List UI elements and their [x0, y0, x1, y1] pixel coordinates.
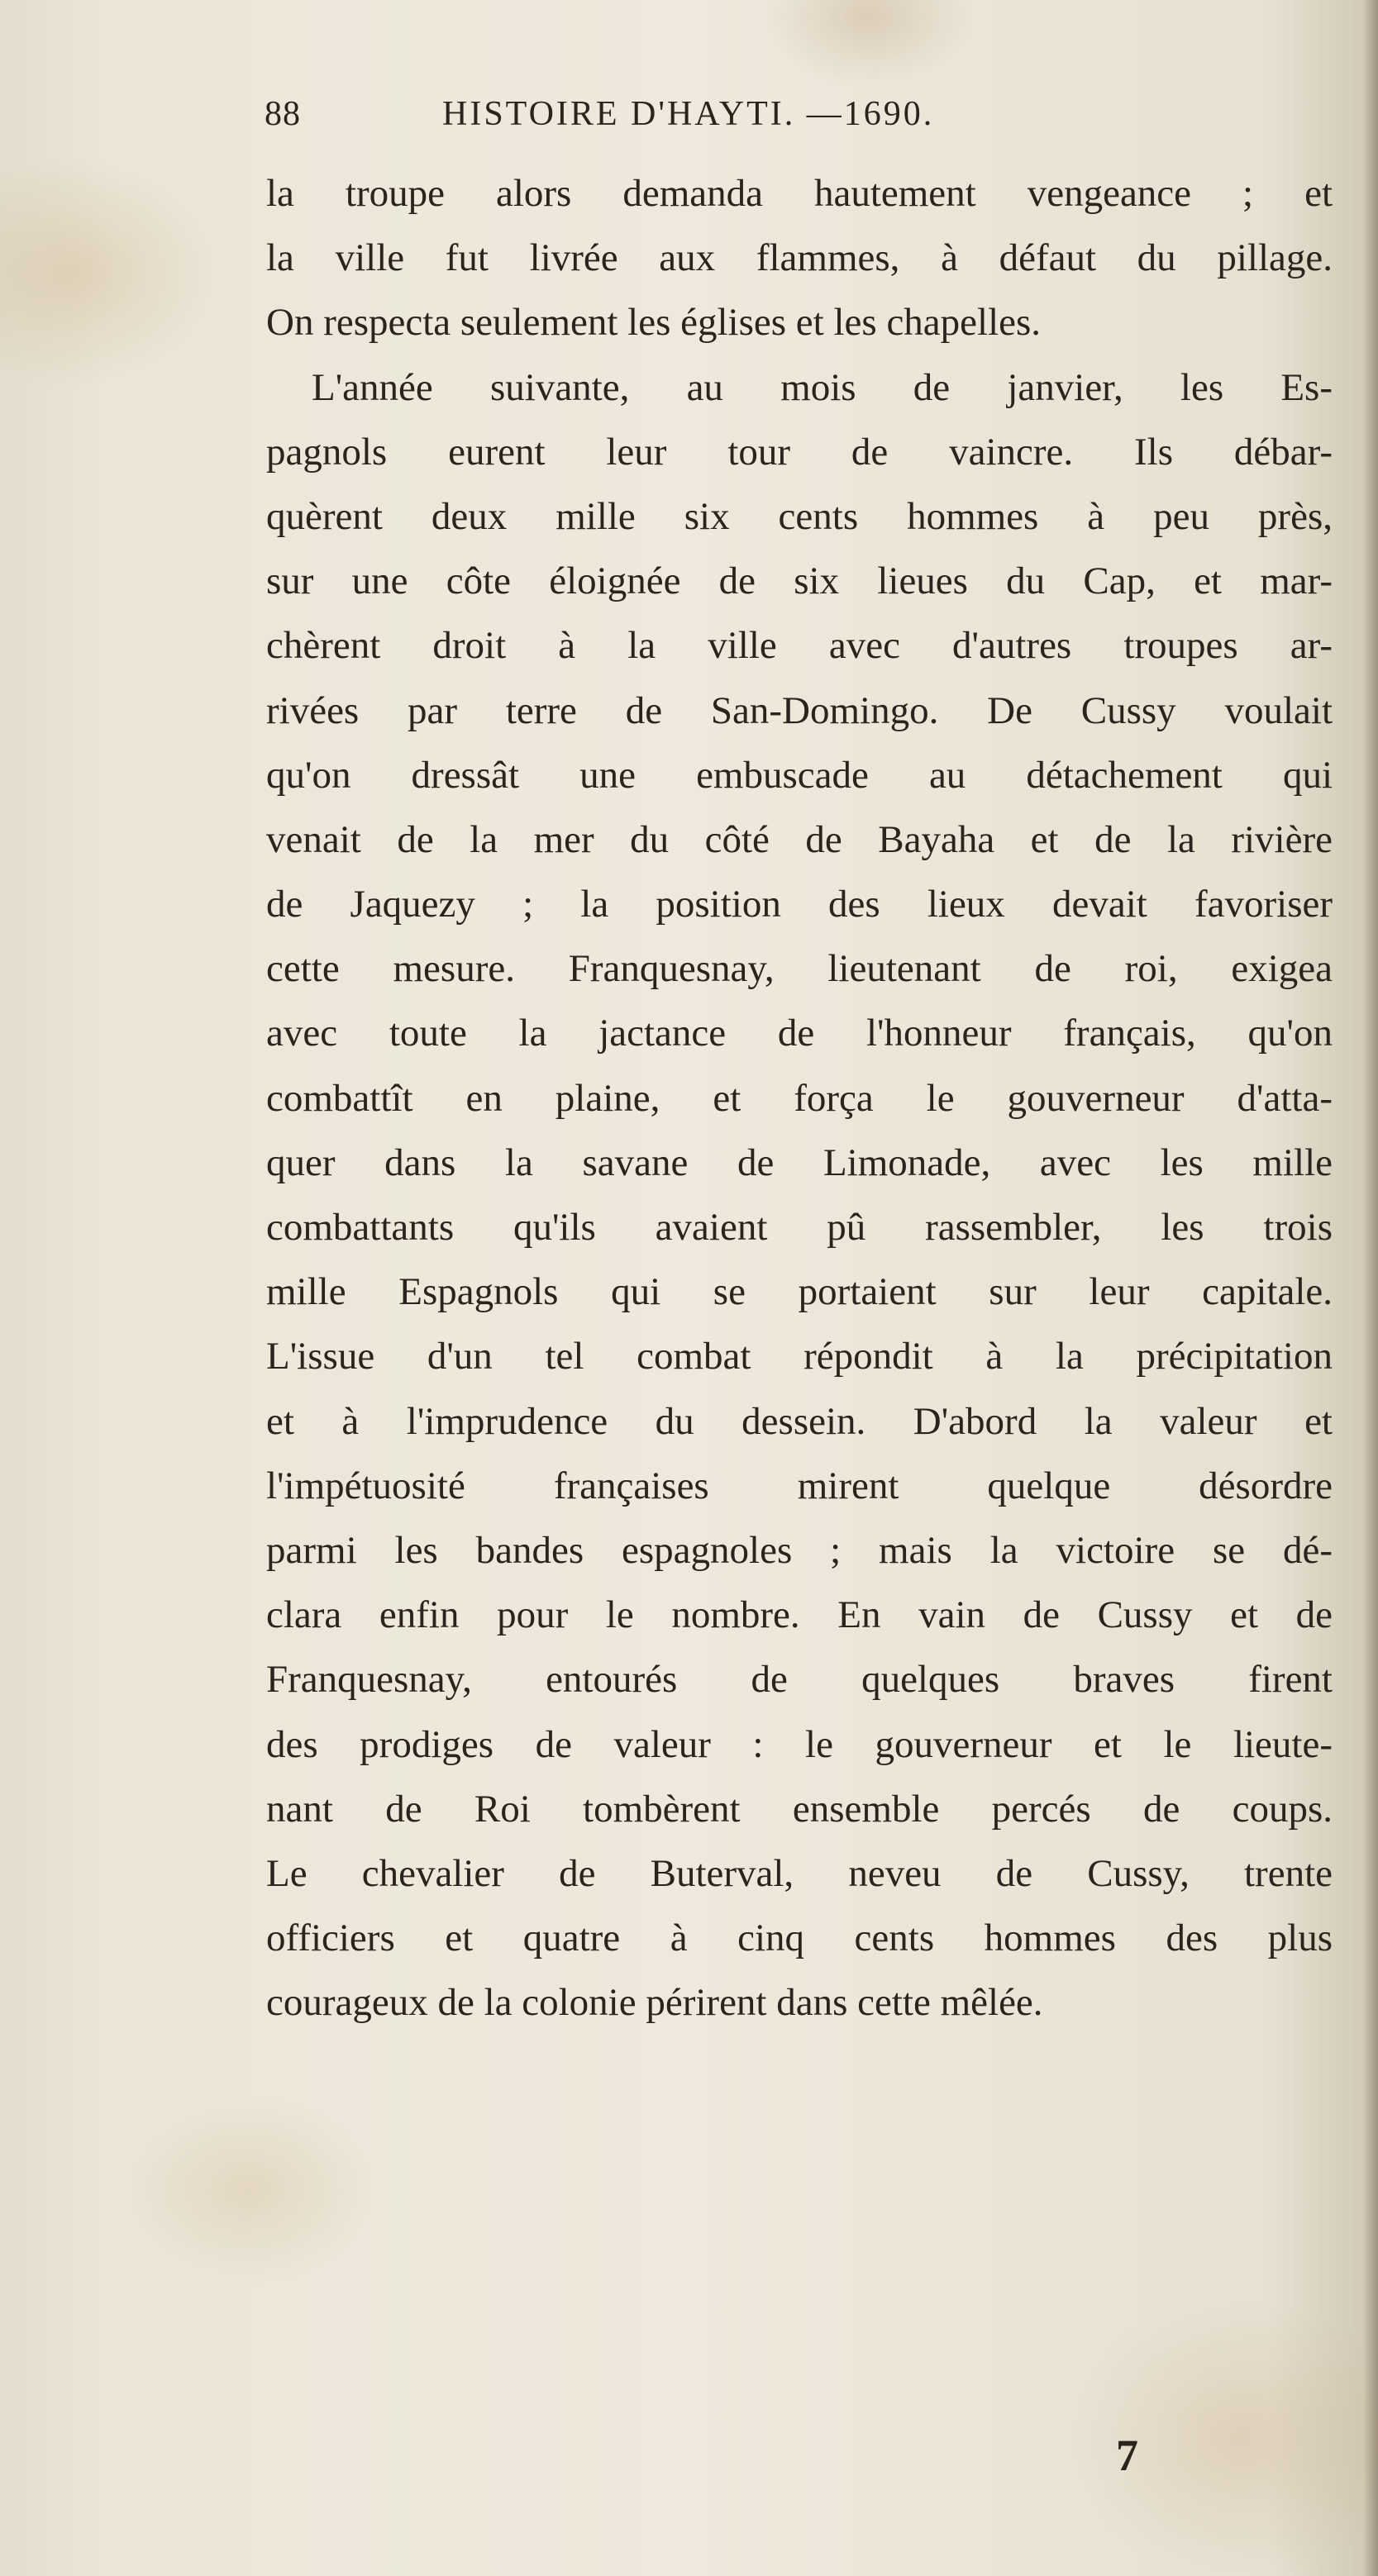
text-line: et à l'imprudence du dessein. D'abord la valeur et	[266, 1399, 1333, 1443]
text-line: L'issue d'un tel combat répondit à la précipitation	[266, 1335, 1333, 1378]
text-line: officiers et quatre à cinq cents hommes des plus	[266, 1917, 1333, 1960]
text-line: rivées par terre de San-Domingo. De Cussy voulait	[266, 688, 1333, 732]
text-line: quèrent deux mille six cents hommes à peu près,	[266, 494, 1333, 538]
text-line: Le chevalier de Buterval, neveu de Cussy, trente	[266, 1851, 1333, 1895]
text-line: cette mesure. Franquesnay, lieutenant de roi, exigea	[266, 947, 1333, 991]
text-line: sur une côte éloignée de six lieues du Cap, et mar-	[266, 559, 1333, 603]
body-text	[266, 161, 1333, 2035]
text-line: courageux de la colonie périrent dans cette mêlée.	[266, 1981, 1043, 2025]
signature-mark: 7	[1116, 2431, 1138, 2480]
text-line: la troupe alors demanda hautement vengeance ; et	[266, 172, 1333, 215]
running-title: HISTOIRE D'HAYTI. —1690.	[442, 95, 935, 133]
text-line: combattants qu'ils avaient pû rassembler, les trois	[266, 1206, 1333, 1249]
text-line: parmi les bandes espagnoles ; mais la victoire se dé-	[266, 1528, 1333, 1572]
text-line: mille Espagnols qui se portaient sur leur capitale.	[266, 1270, 1333, 1314]
page-number: 88	[265, 95, 301, 133]
text-line: On respecta seulement les églises et les chapelles.	[266, 301, 1042, 345]
text-line: de Jaquezy ; la position des lieux devait favoriser	[266, 883, 1333, 926]
text-line: clara enfin pour le nombre. En vain de Cussy et de	[266, 1593, 1333, 1637]
text-line: l'impétuosité françaises mirent quelque désordre	[266, 1464, 1333, 1507]
page-header	[265, 89, 1174, 139]
text-line: Franquesnay, entourés de quelques braves firent	[266, 1658, 1333, 1702]
text-line: venait de la mer du côté de Bayaha et de la rivière	[266, 817, 1333, 861]
text-line: des prodiges de valeur : le gouverneur et le lieute-	[266, 1722, 1333, 1766]
text-line: L'année suivante, au mois de janvier, les Es-	[312, 365, 1333, 409]
text-line: chèrent droit à la ville avec d'autres troupes ar-	[266, 624, 1333, 668]
text-line: pagnols eurent leur tour de vaincre. Ils débar-	[266, 430, 1333, 474]
text-line: quer dans la savane de Limonade, avec les mille	[266, 1140, 1333, 1184]
text-line: qu'on dressât une embuscade au détachement qui	[266, 753, 1333, 797]
page-edge-shadow	[1363, 0, 1378, 2576]
text-line: la ville fut livrée aux flammes, à défaut du pillage.	[266, 236, 1333, 280]
text-line: combattît en plaine, et força le gouverneur d'atta-	[266, 1076, 1333, 1120]
text-line: avec toute la jactance de l'honneur français, qu'on	[266, 1012, 1333, 1055]
text-line: nant de Roi tombèrent ensemble percés de coups.	[266, 1787, 1333, 1831]
